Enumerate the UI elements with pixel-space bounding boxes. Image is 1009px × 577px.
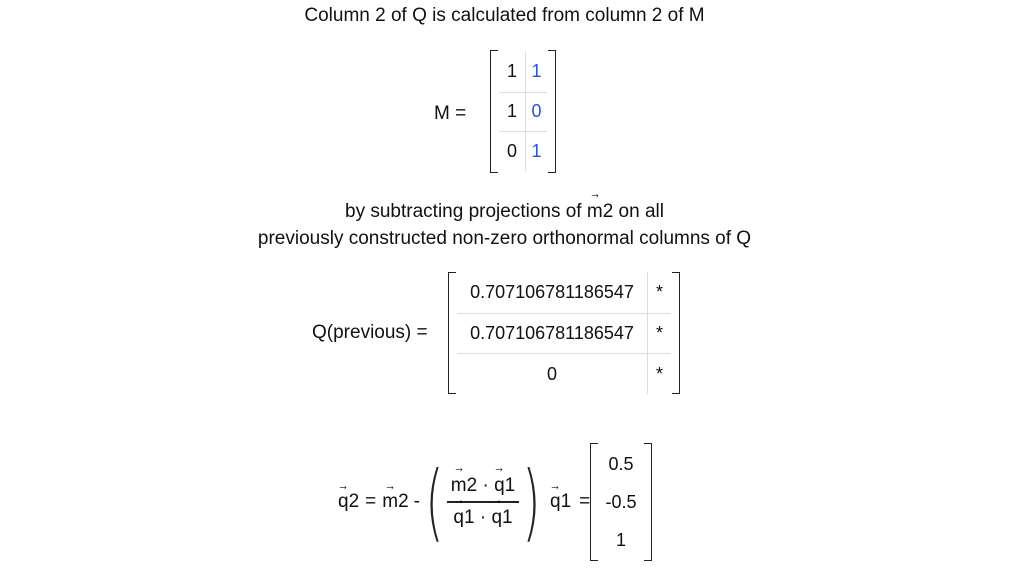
matrix-m-cell: 0 (499, 131, 525, 171)
right-bracket (644, 443, 652, 561)
formula-m2: → m2 (382, 491, 408, 513)
matrix-q-cell: * (647, 313, 671, 354)
matrix-q-cell: 0.707106781186547 (457, 313, 647, 354)
result-vector (590, 443, 652, 561)
fraction-numerator: → m2 · → q1 (447, 473, 519, 499)
matrix-q-cell: 0.707106781186547 (470, 281, 634, 302)
matrix-m-label: M = (434, 103, 467, 124)
matrix-m-cell: 1 (506, 61, 517, 82)
result-cell: -0.5 (605, 491, 637, 512)
vector-m: → m (382, 491, 398, 513)
matrix-q-cell: * (647, 272, 671, 313)
description-line-2: previously constructed non-zero orthonormal columns of Q (257, 228, 752, 249)
matrix-m (490, 50, 556, 173)
equals-sign: = (365, 491, 377, 512)
matrix-q (448, 272, 680, 394)
open-paren: ( (425, 453, 444, 551)
formula-q1: → q1 (550, 491, 571, 513)
left-bracket (448, 272, 456, 394)
projection-fraction (447, 473, 519, 531)
close-paren: ) (522, 453, 541, 551)
fraction-denominator: → q1 · → q1 (449, 505, 516, 531)
projection-formula (338, 443, 598, 561)
matrix-m-cell: 1 (499, 92, 525, 132)
right-bracket (548, 50, 556, 173)
matrix-m-cell-highlight: 1 (525, 131, 547, 171)
left-bracket (490, 50, 498, 173)
page-title: Column 2 of Q is calculated from column 2 of M (304, 5, 705, 26)
matrix-q-cell: 0 (457, 353, 647, 394)
formula-lhs: → q2 (338, 491, 359, 513)
matrix-q-label: Q(previous) = (312, 322, 428, 343)
right-bracket (672, 272, 680, 394)
vector-m: → m (587, 199, 603, 225)
matrix-m-cell-highlight: 1 (525, 52, 547, 92)
equals-sign: = (579, 491, 591, 512)
left-bracket (590, 443, 598, 561)
description-line-1: by subtracting projections of → m2 on all (0, 199, 1009, 225)
matrix-m-cell-highlight: 0 (525, 92, 547, 132)
minus-sign: - (413, 491, 420, 512)
matrix-q-cell: * (647, 353, 671, 394)
result-cell: 0.5 (608, 453, 634, 474)
vector-q: → q (550, 491, 561, 513)
vector-q: → q (338, 491, 349, 513)
result-cell: 1 (615, 529, 626, 550)
